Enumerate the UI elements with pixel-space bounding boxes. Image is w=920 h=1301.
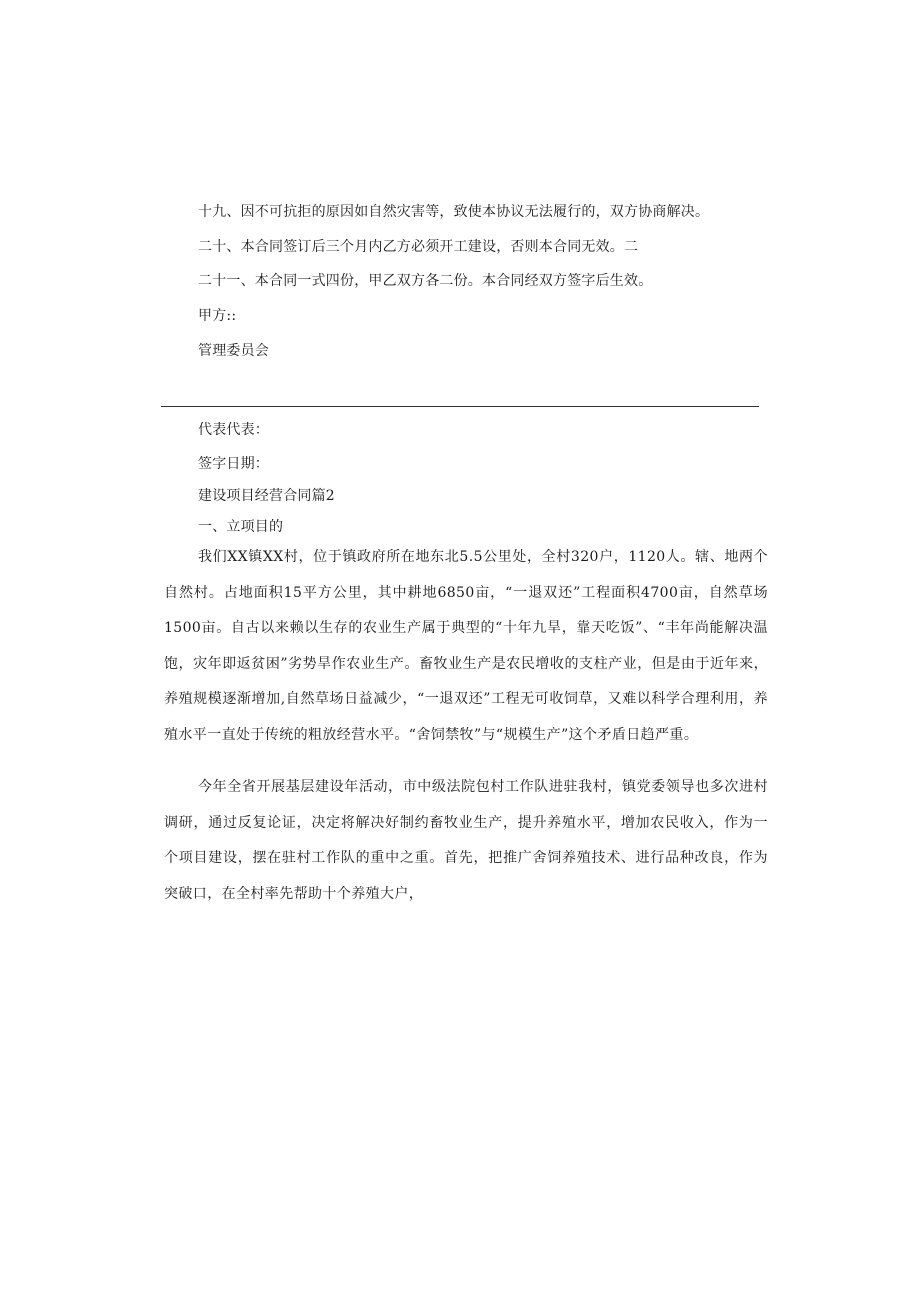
document-title: 建设项目经营合同篇2 bbox=[198, 488, 335, 504]
clause-19: 十九、因不可抗拒的原因如自然灾害等，致使本协议无法履行的，双方协商解决。 bbox=[198, 204, 710, 220]
clause-20: 二十、本合同签订后三个月内乙方必须开工建设，否则本合同无效。二 bbox=[198, 239, 639, 255]
section-heading: 一、立项目的 bbox=[198, 519, 284, 535]
sign-date-label: 签字日期： bbox=[198, 456, 269, 472]
representative-label: 代表代表： bbox=[198, 422, 269, 438]
party-a-label: 甲方:: bbox=[198, 308, 237, 324]
clause-21: 二十一、本合同一式四份，甲乙双方各二份。本合同经双方签字后生效。 bbox=[198, 273, 653, 289]
paragraph-1: 我们XX镇XX村，位于镇政府所在地东北5.5公里处，全村320户，1120人。辖、地两个自然村。占地面积15平方公里，其中耕地6850亩，“一退双还”工程面积4700亩，自然草场1500亩。自古以来赖以生存的农业生产属于典型的“十年九旱，靠天吃饭”、“丰年尚能解决温饱，灾年即返贫困”劣势旱作农业生产。畜牧业生产是农民增收的支柱产业，但是由于近年来，养殖规模逐渐增加,自然草场日益减少，“一退双还”工程无可收饲草，又难以科学合理利用，养殖水平一直处于传统的粗放经营水平。“舍饲禁牧”与“规模生产”这个矛盾日趋严重。 bbox=[164, 549, 768, 743]
paragraph-2: 今年全省开展基层建设年活动，市中级法院包村工作队进驻我村，镇党委领导也多次进村调研，通过反复论证，决定将解决好制约畜牧业生产，提升养殖水平，增加农民收入，作为一个项目建设，摆在驻村工作队的重中之重。首先，把推广舍饲养殖技术、进行品种改良，作为突破口，在全村率先帮助十个养殖大户， bbox=[164, 779, 768, 902]
page-divider bbox=[161, 406, 759, 407]
committee-label: 管理委员会 bbox=[198, 343, 269, 359]
